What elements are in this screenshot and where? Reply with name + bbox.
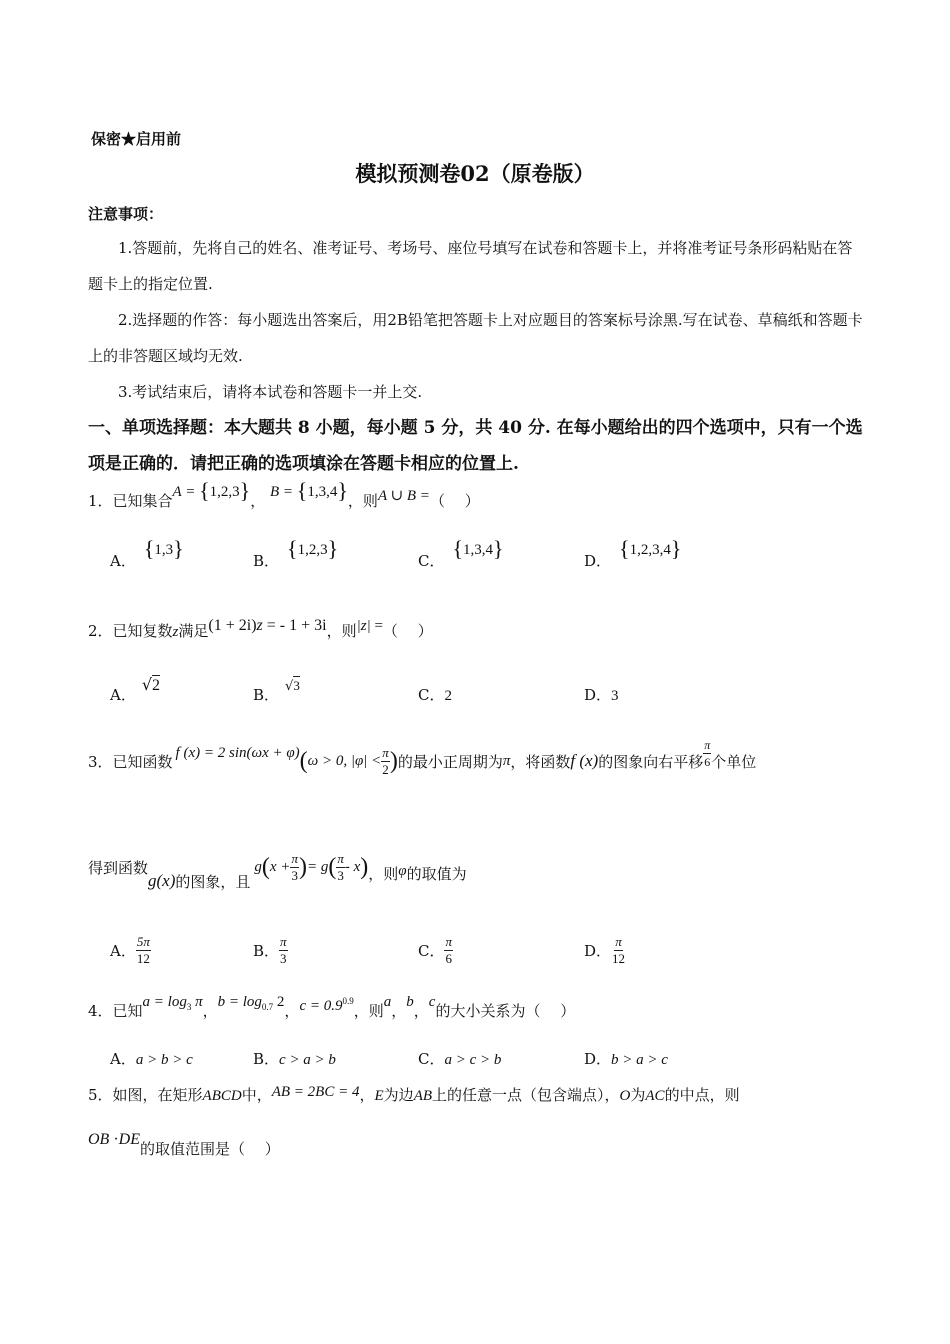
frac-den: 3 bbox=[291, 867, 298, 883]
q1-sep: ， bbox=[250, 492, 266, 510]
option-label: A． bbox=[110, 941, 136, 960]
frac-den: 3 bbox=[280, 950, 287, 966]
option-label: C． bbox=[418, 1050, 445, 1068]
q1-lead: 1．已知集合 bbox=[88, 492, 173, 510]
frac-den: 6 bbox=[704, 754, 711, 769]
q4-b-base: 0.7 bbox=[261, 1002, 274, 1012]
option-value: c > a > b bbox=[279, 1052, 336, 1068]
q4-a: a bbox=[383, 994, 392, 1010]
q3-line2-a: 得到函数 bbox=[88, 858, 149, 877]
q3-phi: φ bbox=[398, 862, 407, 879]
q2-lead: 2．已知复数 bbox=[88, 622, 173, 640]
frac-den: 12 bbox=[612, 950, 626, 966]
q3-option-b[interactable] bbox=[253, 930, 288, 970]
q4-option-b[interactable] bbox=[253, 1048, 336, 1069]
q2-option-c[interactable] bbox=[418, 684, 452, 705]
q4-a-expr: a = log bbox=[142, 994, 187, 1010]
q3-option-a[interactable] bbox=[110, 930, 151, 970]
option-label: A． bbox=[110, 686, 136, 704]
q3-option-d[interactable] bbox=[584, 930, 626, 970]
option-label: B． bbox=[253, 686, 280, 704]
q3-x-plus: x + bbox=[269, 858, 291, 875]
option-label: B． bbox=[253, 1050, 280, 1068]
q2-eq-right: = - 1 + 3i bbox=[266, 617, 327, 634]
q3-tail: 的取值为 bbox=[406, 864, 467, 883]
q1-then: ，则 bbox=[347, 492, 378, 510]
option-value: 3 bbox=[611, 688, 619, 704]
q3-text1: 的最小正周期为 bbox=[397, 752, 503, 771]
q2-option-a[interactable]: A．√2 bbox=[110, 675, 161, 704]
q5-rect: ABCD bbox=[202, 1088, 242, 1104]
q2-cond: 满足 bbox=[178, 622, 209, 640]
frac-num: π bbox=[445, 933, 452, 949]
option-value: b > a > c bbox=[611, 1052, 668, 1068]
q1-setB-name: B bbox=[270, 484, 280, 500]
q2-eq-z: z bbox=[256, 617, 263, 634]
q5-cond: AB = 2BC = 4 bbox=[271, 1084, 360, 1100]
notice-1: 1.答题前，先将自己的姓名、准考证号、考场号、座位号填写在试卷和答题卡上，并将准考证号条形码粘贴在答题卡上的指定位置. bbox=[88, 239, 853, 293]
q2-option-b[interactable]: B． √3 bbox=[253, 678, 300, 704]
q4-tail: 的大小关系为（ ） bbox=[435, 1002, 576, 1020]
question-5-line-2 bbox=[88, 1131, 280, 1159]
q1-setB: 1,3,4 bbox=[307, 484, 338, 500]
q5-t1: ， bbox=[359, 1086, 375, 1104]
q3-options bbox=[110, 930, 870, 970]
option-label: D． bbox=[584, 686, 612, 704]
q5-t4: 为 bbox=[630, 1086, 646, 1104]
q5-dot: · bbox=[113, 1131, 119, 1148]
question-4 bbox=[88, 994, 576, 1022]
q1-setA: 1,2,3 bbox=[209, 484, 240, 500]
q2-abs: z bbox=[360, 618, 367, 634]
q5-AB: AB bbox=[413, 1088, 433, 1104]
option-value: 3 bbox=[293, 678, 300, 693]
q5-t5: 的中点，则 bbox=[664, 1086, 740, 1104]
q5-tail: 的取值范围是（ ） bbox=[139, 1140, 280, 1158]
q3-bound-frac bbox=[381, 745, 390, 778]
q4-c: c bbox=[428, 994, 436, 1010]
q5-mid: 中， bbox=[241, 1086, 272, 1104]
option-label: A． bbox=[110, 1050, 136, 1068]
q2-eq-left: (1 + 2i) bbox=[208, 617, 257, 634]
page-title: 模拟预测卷02（原卷版） bbox=[355, 161, 595, 186]
q4-b-arg: 2 bbox=[276, 994, 285, 1010]
q4-c-expr: c = 0.9 bbox=[299, 998, 343, 1014]
q3-eq: = g bbox=[306, 858, 329, 875]
q5-lead: 5．如图，在矩形 bbox=[88, 1086, 203, 1104]
q3-g: g bbox=[254, 858, 262, 875]
q4-comma-2: ， bbox=[284, 1002, 300, 1020]
q2-paren: （ ） bbox=[382, 622, 433, 640]
q3-text4: 个单位 bbox=[711, 752, 757, 771]
option-label: B． bbox=[253, 552, 280, 570]
frac-num: π bbox=[704, 737, 711, 752]
q2-option-d[interactable] bbox=[584, 684, 619, 705]
q2-var: z bbox=[172, 624, 179, 640]
q5-E: E bbox=[374, 1088, 384, 1104]
q3-text2: ，将函数 bbox=[510, 752, 571, 771]
q3-gx: g(x) bbox=[148, 871, 176, 890]
q3-fx: f (x) bbox=[570, 751, 599, 770]
q1-option-c[interactable]: C． {1,3,4} bbox=[418, 536, 504, 570]
option-value: 1,3 bbox=[154, 542, 174, 558]
option-value: a > b > c bbox=[135, 1052, 193, 1068]
q3-func: f (x) = 2 sin(ωx + φ) bbox=[175, 744, 300, 761]
frac-den: 2 bbox=[382, 761, 389, 777]
frac-num: π bbox=[291, 850, 298, 866]
q4-a-arg: π bbox=[195, 994, 203, 1010]
q3-shift-frac bbox=[703, 737, 711, 770]
confidential-label: 保密★启用前 bbox=[91, 130, 182, 148]
frac-num: π bbox=[615, 933, 622, 949]
q1-option-a[interactable]: A． {1,3} bbox=[110, 536, 184, 570]
option-value: 1,2,3,4 bbox=[629, 542, 671, 558]
frac-den: 6 bbox=[445, 950, 452, 966]
q4-b: b bbox=[406, 994, 414, 1010]
frac-num: π bbox=[337, 850, 344, 866]
notice-3: 3.考试结束后，请将本试卷和答题卡一并上交. bbox=[118, 383, 423, 401]
q3-minus-x: - x bbox=[344, 858, 361, 875]
question-1: 1．已知集合A = {1,2,3}， B = {1,3,4}，则A ∪ B =（ ） bbox=[88, 478, 480, 510]
option-value: a > c > b bbox=[444, 1052, 502, 1068]
q4-option-c[interactable] bbox=[418, 1048, 501, 1069]
q4-lead: 4．已知 bbox=[88, 1002, 143, 1020]
question-3-line-2: 得到函数 g(x) 的图象，且 g ( x + $\frac{\pi}{3}$ ) = g ( $\frac{\pi}{3}$ - x ) ，则 φ 的取值为 bbox=[88, 850, 467, 891]
q1-paren: （ ） bbox=[429, 492, 480, 510]
q5-t3: 上的任意一点（包含端点）， bbox=[432, 1086, 620, 1104]
question-5 bbox=[88, 1084, 740, 1105]
option-value: 1,2,3 bbox=[297, 542, 328, 558]
q3-lead: 3．已知函数 bbox=[88, 752, 173, 771]
q3-text3: 的图象向右平移 bbox=[598, 752, 704, 771]
option-label: C． bbox=[418, 941, 445, 960]
q1-option-b[interactable]: B． {1,2,3} bbox=[253, 536, 339, 570]
q4-option-d[interactable] bbox=[584, 1048, 668, 1069]
option-value: 1,3,4 bbox=[463, 542, 494, 558]
notice-2: 2.选择题的作答：每小题选出答案后，用2B铅笔把答题卡上对应题目的答案标号涂黑.写在试卷、草稿纸和答题卡上的非答题区域均无效. bbox=[88, 311, 863, 365]
frac-den: 3 bbox=[337, 867, 344, 883]
notice-heading: 注意事项： bbox=[88, 205, 164, 223]
q4-a-base: 3 bbox=[186, 1002, 192, 1012]
q4-c-exp: 0.9 bbox=[342, 996, 354, 1006]
option-label: D． bbox=[584, 552, 612, 570]
question-2: 2．已知复数z满足(1 + 2i)z = - 1 + 3i，则|z| =（ ） bbox=[88, 617, 433, 640]
q3-then: ，则 bbox=[368, 864, 399, 883]
q4-comma-1: ， bbox=[202, 1002, 218, 1020]
q1-option-d[interactable]: D． {1,2,3,4} bbox=[584, 536, 682, 570]
option-label: B． bbox=[253, 941, 280, 960]
q4-comma-4: ， bbox=[413, 1002, 429, 1020]
q4-then: ，则 bbox=[353, 1002, 384, 1020]
q2-eq: = bbox=[374, 618, 383, 634]
frac-num: π bbox=[280, 933, 287, 949]
question-3-line-1: 3．已知函数 f (x) = 2 sin(ωx + φ) ( ω > 0, |φ| < $\frac{\pi}{2}$ ) 的最小正周期为 π ，将函数 f (x) 的图象向右平移 $\frac{\pi}{6}$ 个单位 bbox=[88, 737, 757, 777]
option-label: A． bbox=[110, 552, 136, 570]
q2-then: ，则 bbox=[326, 622, 357, 640]
q5-DE: DE bbox=[118, 1131, 140, 1148]
q1-expr: A ∪ B = bbox=[377, 488, 430, 504]
frac-num: π bbox=[382, 744, 389, 760]
q5-t2: 为边 bbox=[383, 1086, 414, 1104]
q4-comma-3: ， bbox=[391, 1002, 407, 1020]
frac-den: 12 bbox=[136, 950, 150, 966]
q3-line2-b: 的图象，且 bbox=[175, 872, 251, 891]
q5-OB: OB bbox=[88, 1131, 110, 1148]
option-value: 2 bbox=[444, 688, 452, 704]
q5-O: O bbox=[619, 1088, 631, 1104]
q5-AC: AC bbox=[645, 1088, 665, 1104]
q3-option-c[interactable] bbox=[418, 930, 453, 970]
option-label: C． bbox=[418, 686, 445, 704]
q4-option-a[interactable] bbox=[110, 1048, 193, 1069]
frac-num: 5π bbox=[136, 933, 150, 949]
q3-period: π bbox=[502, 752, 511, 769]
option-label: D． bbox=[584, 1050, 612, 1068]
option-value: 2 bbox=[152, 677, 161, 694]
section-heading: 一、单项选择题：本大题共 8 小题，每小题 5 分，共 40 分. 在每小题给出的四个选项中，只有一个选项是正确的．请把正确的选项填涂在答题卡相应的位置上. bbox=[88, 418, 863, 474]
q1-setA-name: A bbox=[172, 484, 182, 500]
q3-cond: ω > 0, |φ| < bbox=[307, 752, 382, 769]
option-label: D． bbox=[584, 941, 612, 960]
q4-b-expr: b = log bbox=[217, 994, 262, 1010]
option-label: C． bbox=[418, 552, 445, 570]
